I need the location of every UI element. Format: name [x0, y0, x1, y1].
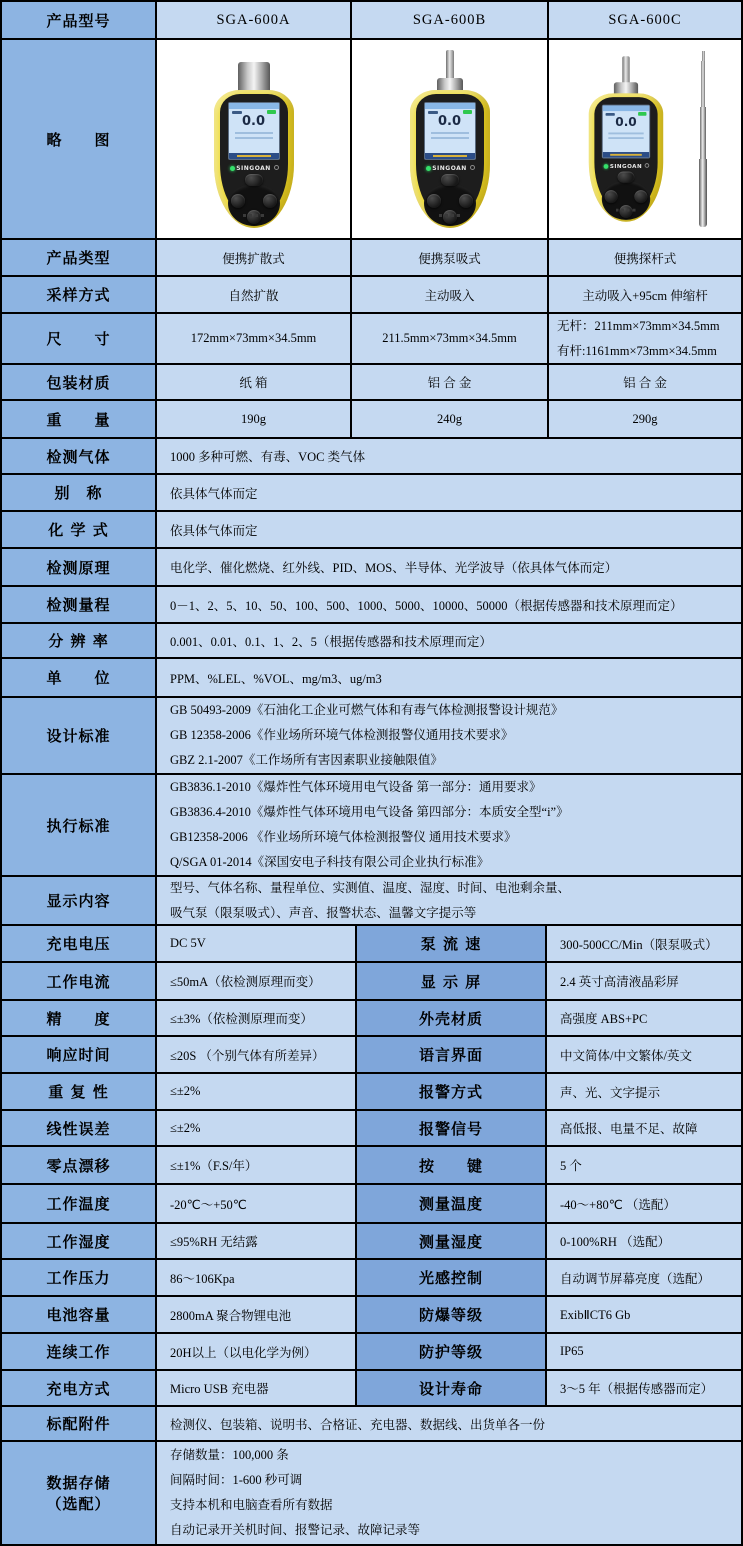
spec-label: 泵 流 速: [355, 926, 545, 961]
spec-label: 重 量: [2, 401, 155, 437]
device-screen: [228, 102, 280, 160]
spec-label: 工作电流: [2, 963, 155, 999]
storage-label-line: （选配）: [46, 1495, 111, 1513]
row-response-time-language: [2, 1035, 741, 1072]
sketch-row-label: 略 图: [2, 40, 155, 238]
row-detection-range: [2, 585, 741, 622]
spec-value: 铝 合 金: [350, 365, 547, 399]
standard-line: GB3836.1-2010《爆炸性气体环境用电气设备 第一部分：通用要求》: [170, 780, 542, 794]
device-front-panel: [220, 94, 288, 220]
row-accuracy-housing: [2, 999, 741, 1035]
standard-line: GB 12358-2006《作业场所环境气体检测报警仪通用技术要求》: [170, 728, 514, 742]
spec-value: [155, 775, 741, 875]
row-data-storage: [2, 1440, 741, 1544]
spec-label: 防爆等级: [355, 1297, 545, 1332]
spec-value: 3～5 年（根据传感器而定）: [545, 1371, 741, 1405]
rod-section: [700, 107, 706, 159]
spec-value: 检测仪、包装箱、说明书、合格证、充电器、数据线、出货单各一份: [155, 1407, 741, 1440]
spec-value: 声、光、文字提示: [545, 1074, 741, 1109]
device-keypad: [228, 184, 280, 226]
spec-label: 单 位: [2, 659, 155, 696]
standard-line: GBZ 2.1-2007《工作场所有害因素职业接触限值》: [170, 753, 443, 767]
device-front-panel: [594, 97, 657, 214]
spec-value: ≤±3%（依检测原理而变）: [155, 1001, 355, 1035]
rod-tip: [702, 51, 705, 61]
model-name-b: SGA-600B: [350, 2, 547, 38]
spec-label: 工作压力: [2, 1260, 155, 1295]
spec-value: ≤50mA（依检测原理而变）: [155, 963, 355, 999]
spec-label: 分 辨 率: [2, 624, 155, 657]
spec-label: 防护等级: [355, 1334, 545, 1369]
device-illustration-sga-600c: [585, 54, 667, 223]
spec-label: 包装材质: [2, 365, 155, 399]
spec-value: 便携探杆式: [547, 240, 741, 275]
row-product-type: [2, 238, 741, 275]
spec-value: 0.001、0.01、0.1、1、2、5（根据传感器和技术原理而定）: [155, 624, 741, 657]
spec-label: 语言界面: [355, 1037, 545, 1072]
spec-value: 300-500CC/Min（限泵吸式）: [545, 926, 741, 961]
spec-label: 响应时间: [2, 1037, 155, 1072]
spec-value: 铝 合 金: [547, 365, 741, 399]
row-continuous-work-protection: [2, 1332, 741, 1369]
row-detection-principle: [2, 547, 741, 585]
storage-line: 支持本机和电脑查看所有数据: [170, 1498, 333, 1512]
spec-value: [547, 314, 741, 363]
spec-value: 172mm×73mm×34.5mm: [155, 314, 350, 363]
device-screen-textline: [235, 132, 273, 134]
device-screen-textline: [431, 137, 469, 139]
spec-label: 工作湿度: [2, 1224, 155, 1258]
speaker-grill: [616, 209, 636, 212]
model-row-label: 产品型号: [2, 2, 155, 38]
spec-value: 纸 箱: [155, 365, 350, 399]
spec-label: 充电方式: [2, 1371, 155, 1405]
spec-value: 高强度 ABS+PC: [545, 1001, 741, 1035]
spec-label: 化 学 式: [2, 512, 155, 547]
spec-label: 测量湿度: [355, 1224, 545, 1258]
spec-label: 按 键: [355, 1147, 545, 1183]
spec-label: 设计标准: [2, 698, 155, 773]
enter-button: [247, 210, 261, 224]
menu-button: [618, 172, 635, 183]
device-screen-textline: [608, 137, 643, 139]
rod-section: [699, 159, 707, 227]
spec-label: 充电电压: [2, 926, 155, 961]
spec-label: 设计寿命: [355, 1371, 545, 1405]
sketch-sga-600a: [155, 40, 350, 238]
device-body: [214, 90, 294, 228]
spec-value: 主动吸入+95cm 伸缩杆: [547, 277, 741, 312]
spec-label: 检测气体: [2, 439, 155, 473]
spec-value: DC 5V: [155, 926, 355, 961]
device-screen-footer: [603, 152, 650, 158]
spec-value: 2800mA 聚合物锂电池: [155, 1297, 355, 1332]
spec-label: 采样方式: [2, 277, 155, 312]
spec-value: Micro USB 充电器: [155, 1371, 355, 1405]
row-chemical-formula: [2, 510, 741, 547]
device-illustration-sga-600a: [210, 48, 298, 230]
spec-value: 5 个: [545, 1147, 741, 1183]
spec-value: 自然扩散: [155, 277, 350, 312]
row-working-pressure-light-control: [2, 1258, 741, 1295]
left-button: [231, 194, 245, 208]
left-button: [427, 194, 441, 208]
device-screen-reading: 0.0: [241, 114, 266, 129]
spec-value: 240g: [350, 401, 547, 437]
storage-line: 间隔时间：1-600 秒可调: [170, 1473, 303, 1487]
row-working-humidity-measure-humidity: [2, 1222, 741, 1258]
row-packaging: [2, 363, 741, 399]
sketch-sga-600b: [350, 40, 547, 238]
signal-icon: [428, 111, 438, 114]
device-brand-label: SINGOAN: [432, 165, 467, 172]
spec-label: 报警方式: [355, 1074, 545, 1109]
spec-value: [155, 698, 741, 773]
spec-value: 0-100%RH （选配）: [545, 1224, 741, 1258]
row-resolution: [2, 622, 741, 657]
spec-value: ≤±1%（F.S/年）: [155, 1147, 355, 1183]
signal-icon: [606, 112, 615, 115]
device-screen-footer: [229, 153, 279, 159]
row-design-standards: [2, 696, 741, 773]
device-illustration-sga-600b: [406, 48, 494, 230]
spec-value: 便携扩散式: [155, 240, 350, 275]
device-front-panel: [416, 94, 484, 220]
row-model: [2, 2, 741, 38]
signal-icon: [232, 111, 242, 114]
telescopic-rod-illustration: [698, 51, 708, 227]
row-battery-explosion-proof: [2, 1295, 741, 1332]
storage-label-line: 数据存储: [46, 1474, 111, 1492]
speaker-grill: [243, 214, 265, 217]
row-detected-gases: [2, 437, 741, 473]
device-brand-label: SINGOAN: [236, 165, 271, 172]
spec-label: 检测原理: [2, 549, 155, 585]
device-screen: [424, 102, 476, 160]
device-sensor-cap: [238, 62, 270, 92]
device-screen-textline: [235, 137, 273, 139]
device-screen-textline: [431, 132, 469, 134]
row-units: [2, 657, 741, 696]
model-name-a: SGA-600A: [155, 2, 350, 38]
spec-label: 精 度: [2, 1001, 155, 1035]
spec-label: 显示内容: [2, 877, 155, 924]
menu-button: [441, 174, 459, 186]
row-working-current-display: [2, 961, 741, 999]
row-sampling-method: [2, 275, 741, 312]
storage-line: 存储数量：100,000 条: [170, 1448, 289, 1462]
spec-label: 产品类型: [2, 240, 155, 275]
row-standard-accessories: [2, 1405, 741, 1440]
spec-value: [155, 1442, 741, 1544]
device-screen-footer: [425, 153, 475, 159]
spec-label: 连续工作: [2, 1334, 155, 1369]
display-content-line: 吸气泵（限泵吸式）、声音、报警状态、温馨文字提示等: [170, 905, 477, 920]
spec-value: 高低报、电量不足、故障: [545, 1111, 741, 1145]
device-screen-textline: [608, 132, 643, 134]
row-charge-voltage-pump-rate: [2, 924, 741, 961]
enter-button: [443, 210, 457, 224]
spec-value: 依具体气体而定: [155, 475, 741, 510]
spec-label: 执行标准: [2, 775, 155, 875]
right-button: [634, 190, 647, 203]
spec-value: 211.5mm×73mm×34.5mm: [350, 314, 547, 363]
spec-label: 重 复 性: [2, 1074, 155, 1109]
right-button: [263, 194, 277, 208]
spec-label: 报警信号: [355, 1111, 545, 1145]
spec-value: -20℃～+50℃: [155, 1185, 355, 1222]
spec-value: ≤95%RH 无结露: [155, 1224, 355, 1258]
spec-label: 光感控制: [355, 1260, 545, 1295]
spec-value: 86～106Kpa: [155, 1260, 355, 1295]
spec-value: 1000 多种可燃、有毒、VOC 类气体: [155, 439, 741, 473]
standard-line: GB 50493-2009《石油化工企业可燃气体和有毒气体检测报警设计规范》: [170, 703, 564, 717]
spec-value: 190g: [155, 401, 350, 437]
spec-value: 2.4 英寸高清液晶彩屏: [545, 963, 741, 999]
battery-icon: [638, 112, 646, 116]
power-icon: [645, 163, 650, 168]
spec-label: 外壳材质: [355, 1001, 545, 1035]
spec-label: [2, 1442, 155, 1544]
model-name-c: SGA-600C: [547, 2, 741, 38]
row-zero-drift-keys: [2, 1145, 741, 1183]
spec-value: 自动调节屏幕亮度（选配）: [545, 1260, 741, 1295]
spec-value: 主动吸入: [350, 277, 547, 312]
display-content-line: 型号、气体名称、量程单位、实测值、温度、湿度、时间、电池剩余量、: [170, 880, 571, 895]
standard-line: GB3836.4-2010《爆炸性气体环境用电气设备 第四部分：本质安全型“i”》: [170, 805, 569, 819]
power-icon: [470, 165, 475, 170]
device-keypad: [602, 181, 650, 220]
battery-icon: [267, 110, 276, 114]
spec-label: 尺 寸: [2, 314, 155, 363]
spec-value: 0－1、2、5、10、50、100、500、1000、5000、10000、50000（根据传感器和技术原理而定）: [155, 587, 741, 622]
dimension-line: 无杆：211mm×73mm×34.5mm: [557, 318, 720, 333]
standard-line: Q/SGA 01-2014《深国安电子科技有限公司企业执行标准》: [170, 855, 490, 869]
spec-label: 工作温度: [2, 1185, 155, 1222]
device-brand-label: SINGOAN: [609, 163, 643, 170]
spec-value: 中文简体/中文繁体/英文: [545, 1037, 741, 1072]
device-body: [589, 93, 663, 221]
spec-label: 电池容量: [2, 1297, 155, 1332]
spec-label: 线性误差: [2, 1111, 155, 1145]
spec-label: 显 示 屏: [355, 963, 545, 999]
standard-line: GB12358-2006 《作业场所环境气体检测报警仪 通用技术要求》: [170, 830, 517, 844]
spec-label: 标配附件: [2, 1407, 155, 1440]
row-repeatability-alarm-mode: [2, 1072, 741, 1109]
device-body: [410, 90, 490, 228]
device-screen-reading: 0.0: [615, 115, 637, 130]
row-sketch: [2, 38, 741, 238]
spec-value: 电化学、催化燃烧、红外线、PID、MOS、半导体、光学波导（依具体气体而定）: [155, 549, 741, 585]
power-icon: [274, 165, 279, 170]
row-working-temp-measure-temp: [2, 1183, 741, 1222]
dimension-line: 有杆:1161mm×73mm×34.5mm: [557, 343, 717, 358]
device-keypad: [424, 184, 476, 226]
row-display-content: [2, 875, 741, 924]
spec-label: 检测量程: [2, 587, 155, 622]
spec-value: 290g: [547, 401, 741, 437]
spec-value: -40～+80℃ （选配）: [545, 1185, 741, 1222]
row-weight: [2, 399, 741, 437]
spec-value: [155, 877, 741, 924]
device-screen: [602, 105, 650, 159]
device-screen-reading: 0.0: [437, 114, 462, 129]
spec-label: 别 称: [2, 475, 155, 510]
spec-value: ≤±2%: [155, 1111, 355, 1145]
spec-label: 测量温度: [355, 1185, 545, 1222]
rod-section: [701, 61, 705, 107]
spec-value: 便携泵吸式: [350, 240, 547, 275]
spec-label: 零点漂移: [2, 1147, 155, 1183]
battery-icon: [463, 110, 472, 114]
left-button: [605, 190, 618, 203]
sketch-sga-600c: [547, 40, 741, 238]
row-linearity-alarm-signal: [2, 1109, 741, 1145]
spec-value: ≤±2%: [155, 1074, 355, 1109]
storage-line: 自动记录开关机时间、报警记录、故障记录等: [170, 1523, 421, 1537]
row-alias: [2, 473, 741, 510]
spec-value: ExibⅡCT6 Gb: [545, 1297, 741, 1332]
menu-button: [245, 174, 263, 186]
spec-value: PPM、%LEL、%VOL、mg/m3、ug/m3: [155, 659, 741, 696]
spec-value: IP65: [545, 1334, 741, 1369]
speaker-grill: [439, 214, 461, 217]
row-dimensions: [2, 312, 741, 363]
right-button: [459, 194, 473, 208]
row-charging-method-design-life: [2, 1369, 741, 1405]
spec-value: 依具体气体而定: [155, 512, 741, 547]
spec-value: ≤20S （个别气体有所差异）: [155, 1037, 355, 1072]
spec-value: 20H以上（以电化学为例）: [155, 1334, 355, 1369]
row-executive-standards: [2, 773, 741, 875]
